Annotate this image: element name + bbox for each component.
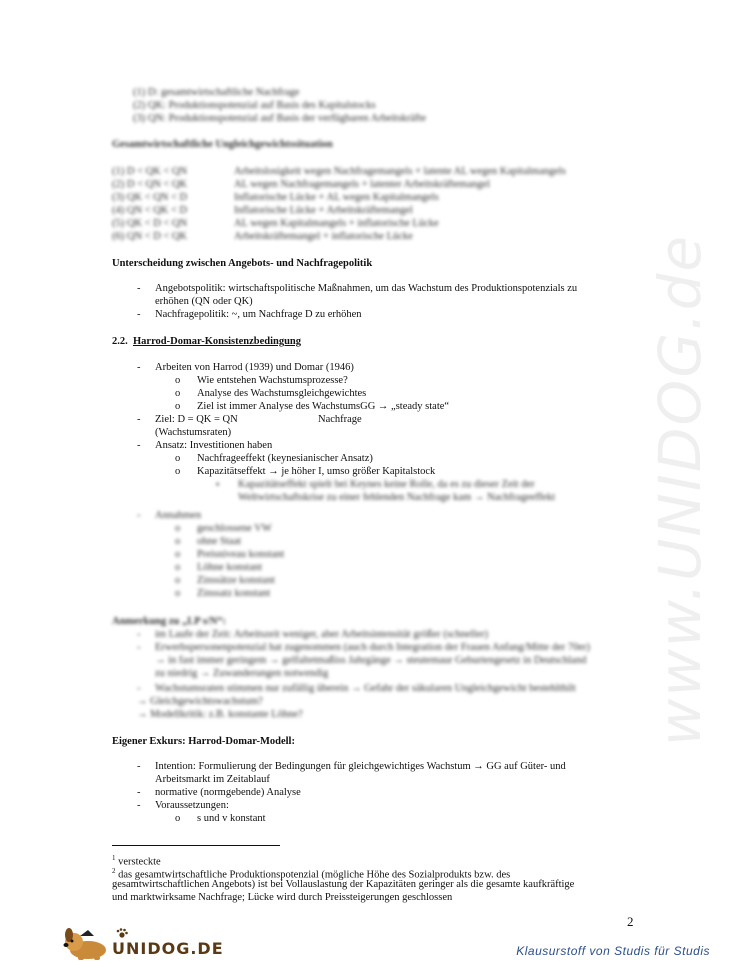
list-item: - normative (normgebende) Analyse (155, 786, 301, 799)
blurred-row-right: Inflatorische Lücke + AL wegen Kapitalmangels (234, 192, 439, 203)
blurred-row-left: (5) QK < D < QN (112, 218, 188, 229)
sub-list-item: o Kapazitätseffekt → je höher I, umso größer Kapitalstock (197, 465, 435, 478)
blurred-row-right: AL wegen Nachfragemangels + latenter Arbeitskräftemangel (234, 179, 490, 190)
blurred-heading: Anmerkung zu „LP s/N“: (112, 616, 227, 627)
blurred-row-left: (4) QN < QK < D (112, 205, 188, 216)
sub-list-item: o Wie entstehen Wachstumsprozesse? (197, 374, 348, 387)
blurred-line: (3) QN: Produktionspotenzial auf Basis der verfügbaren Arbeitskräfte (133, 113, 427, 124)
blurred-detail: Weltwirtschaftskrise zu einer fehlenden Nachfrage kam → Nachfrageeffekt (238, 492, 556, 503)
blurred-sub-item: o Zinssatz konstant (197, 587, 270, 600)
list-item: - Ziel: D = QK = QN (155, 413, 238, 426)
blurred-line: (2) QK: Produktionspotenzial auf Basis des Kapitalstocks (133, 100, 376, 111)
list-item: - Voraussetzungen: (155, 799, 229, 812)
blurred-row-right: Arbeitslosigkeit wegen Nachfragemangels + latente AL wegen Kapitalmangels (234, 166, 566, 177)
blurred-heading: Gesamtwirtschaftliche Ungleichgewichtssituation (112, 139, 333, 150)
list-item-continuation: erhöhen (QN oder QK) (155, 296, 253, 307)
list-item: - Angebotspolitik: wirtschaftspolitische Maßnahmen, um das Wachstum des Produktionspotenzials zu (155, 282, 577, 295)
blurred-row-right: AL wegen Kapitalmangels + inflatorische Lücke (234, 218, 439, 229)
blurred-line: - im Laufe der Zeit: Arbeitszeit weniger, aber Arbeitsintensität größer (schneller) (155, 628, 488, 641)
logo-text: UNIDOG.DE (112, 939, 224, 958)
dog-icon (60, 926, 116, 962)
ziel-annotation: Nachfrage (318, 414, 362, 425)
paw-icon (116, 928, 128, 938)
footnote-separator (112, 845, 280, 846)
blurred-line: - Erwerbspersonenpotenzial hat zugenommen (auch durch Integration der Frauen Anfang/Mitte der 70er) (155, 641, 590, 654)
blurred-row-left: (2) D < QN < QK (112, 179, 188, 190)
footnote-2-line3: und marktwirksame Nachfrage; Lücke wird durch Preissteigerungen geschlossen (112, 892, 453, 903)
blurred-sub-item: o Zinssätze konstant (197, 574, 275, 587)
sub-list-item: o Nachfrageeffekt (keynesianischer Ansatz) (197, 452, 373, 465)
blurred-row-right: Arbeitskräftemangel + inflatorische Lücke (234, 231, 413, 242)
blurred-row-left: (6) QN < D < QK (112, 231, 188, 242)
list-item: - Intention: Formulierung der Bedingungen für gleichgewichtiges Wachstum → GG auf Güter- und (155, 760, 566, 773)
page-number: 2 (627, 914, 634, 929)
blurred-line: → Modellkritik: z.B. konstante Löhne? (137, 709, 303, 720)
footnote-1: $^1$ versteckte (112, 854, 161, 868)
blurred-sub-item: o ohne Staat (197, 535, 241, 548)
blurred-line: → Gleichgewichtswachstum? (137, 696, 263, 707)
footer-tagline: Klausurstoff von Studis für Studis (516, 944, 710, 958)
section-title: Harrod-Domar-Konsistenzbedingung (133, 336, 302, 347)
list-item: - Ansatz: Investitionen haben (155, 439, 272, 452)
blurred-sub-item: o Preisniveau konstant (197, 548, 284, 561)
section-number: 2.2. (112, 336, 128, 347)
blurred-line: → in fast immer geringem → gelfaltetmaßiss Jahrgänge → steutemaur Geburtengesetz in Deutschland (155, 655, 587, 666)
blurred-row-left: (1) D < QK < QN (112, 166, 188, 177)
section-heading: Unterscheidung zwischen Angebots- und Nachfragepolitik (112, 258, 373, 269)
blurred-row-left: (3) QK < QN < D (112, 192, 188, 203)
blurred-sub-item: o geschlossene VW (197, 522, 272, 535)
watermark: www.UNIDOG.de (646, 233, 714, 747)
blurred-line: zu niedrig → Zuwanderungen notwendig (155, 668, 329, 679)
list-item-continuation: Arbeitsmarkt im Zeitablauf (155, 774, 270, 785)
blurred-sub-item: o Löhne konstant (197, 561, 262, 574)
blurred-list-item: - Annahmen (155, 509, 201, 522)
sub-list-item: o Ziel ist immer Analyse des WachstumsGG → „steady state“ (197, 400, 449, 413)
sub-list-item: o Analyse des Wachstumsgleichgewichtes (197, 387, 366, 400)
footnote-2-line2: gesamtwirtschaftlichen Angebots) ist bei Vollauslastung der Kapazitäten geringer als die gesamte kaufkräftige (112, 879, 575, 890)
blurred-row-right: Inflatorische Lücke + Arbeitskräftemangel (234, 205, 413, 216)
footnote-2: $^2$ das gesamtwirtschaftliche Produktionspotenzial (mögliche Höhe des Sozialprodukts bzw. des (112, 867, 511, 881)
list-item: - Nachfragepolitik: ~, um Nachfrage D zu erhöhen (155, 308, 362, 321)
section-heading: Eigener Exkurs: Harrod-Domar-Modell: (112, 736, 295, 747)
list-item: - Arbeiten von Harrod (1939) und Domar (1946) (155, 361, 354, 374)
list-item-continuation: (Wachstumsraten) (155, 427, 232, 438)
sub-list-item: o s und v konstant (197, 812, 266, 825)
blurred-line: - Wachstumsraten stimmen nur zufällig überein → Gefahr der säkularen Ungleichgewicht bestehlthilt (155, 682, 576, 695)
blurred-line: (1) D: gesamtwirtschaftliche Nachfrage (133, 87, 300, 98)
blurred-detail: ▪ Kapazitätseffekt spielt bei Keynes keine Rolle, da es zu dieser Zeit der (238, 478, 535, 491)
